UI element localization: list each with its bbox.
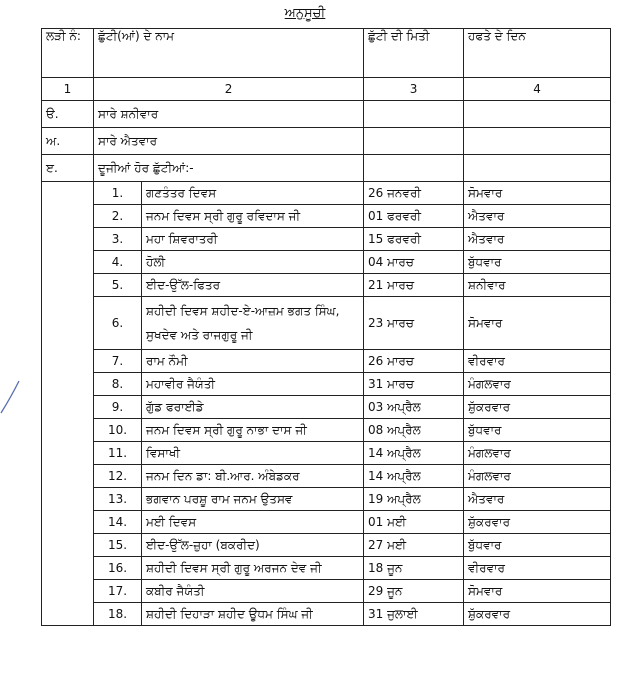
holiday-row (42, 534, 611, 557)
holiday-row (42, 251, 611, 274)
empty-cell (364, 155, 464, 182)
header-serial: ਲੜੀ ਨੰ: (42, 29, 94, 78)
category-code: ਅ. (42, 128, 94, 155)
column-number: 2 (94, 78, 364, 101)
holiday-serial: 4. (94, 251, 142, 274)
blank-cell (42, 603, 94, 626)
empty-cell (364, 101, 464, 128)
holiday-date: 03 ਅਪ੍ਰੈਲ (364, 396, 464, 419)
holiday-weekday: ਐਤਵਾਰ (464, 488, 611, 511)
holiday-weekday: ਸ਼ੁੱਕਰਵਾਰ (464, 396, 611, 419)
holiday-row (42, 465, 611, 488)
holiday-weekday: ਸੋਮਵਾਰ (464, 297, 611, 350)
holiday-date: 04 ਮਾਰਚ (364, 251, 464, 274)
blank-cell (42, 228, 94, 251)
blank-cell (42, 182, 94, 205)
holiday-name: ਮਹਾਵੀਰ ਜੈਯੰਤੀ (142, 373, 364, 396)
holiday-serial: 10. (94, 419, 142, 442)
holiday-weekday: ਐਤਵਾਰ (464, 205, 611, 228)
holiday-weekday: ਸੋਮਵਾਰ (464, 580, 611, 603)
holiday-date: 26 ਮਾਰਚ (364, 350, 464, 373)
holiday-row (42, 580, 611, 603)
holiday-name: ਜਨਮ ਦਿਵਸ ਸ੍ਰੀ ਗੁਰੂ ਨਾਭਾ ਦਾਸ ਜੀ (142, 419, 364, 442)
holiday-weekday: ਵੀਰਵਾਰ (464, 350, 611, 373)
holiday-serial: 3. (94, 228, 142, 251)
holiday-serial: 17. (94, 580, 142, 603)
pen-stroke-mark (0, 375, 20, 415)
category-label: ਸਾਰੇ ਐਤਵਾਰ (94, 128, 364, 155)
blank-cell (42, 511, 94, 534)
holiday-row (42, 557, 611, 580)
holiday-date: 29 ਜੂਨ (364, 580, 464, 603)
holiday-weekday: ਸ਼ੁੱਕਰਵਾਰ (464, 603, 611, 626)
holiday-serial: 15. (94, 534, 142, 557)
category-code: ੳ. (42, 101, 94, 128)
holiday-row (42, 442, 611, 465)
holiday-date: 14 ਅਪ੍ਰੈਲ (364, 465, 464, 488)
holiday-row (42, 511, 611, 534)
holiday-serial: 18. (94, 603, 142, 626)
holiday-date: 14 ਅਪ੍ਰੈਲ (364, 442, 464, 465)
holiday-serial: 5. (94, 274, 142, 297)
holiday-date: 18 ਜੂਨ (364, 557, 464, 580)
holiday-name: ਕਬੀਰ ਜੈਯੰਤੀ (142, 580, 364, 603)
holiday-date: 19 ਅਪ੍ਰੈਲ (364, 488, 464, 511)
blank-cell (42, 419, 94, 442)
header-row (42, 29, 611, 78)
holiday-serial: 13. (94, 488, 142, 511)
holiday-date: 21 ਮਾਰਚ (364, 274, 464, 297)
holiday-weekday: ਬੁੱਧਵਾਰ (464, 419, 611, 442)
holiday-row (42, 205, 611, 228)
category-label: ਸਾਰੇ ਸ਼ਨੀਵਾਰ (94, 101, 364, 128)
holiday-name: ਮਈ ਦਿਵਸ (142, 511, 364, 534)
holiday-serial: 2. (94, 205, 142, 228)
holiday-serial: 16. (94, 557, 142, 580)
holiday-name: ਜਨਮ ਦਿਵਸ ਸ੍ਰੀ ਗੁਰੂ ਰਵਿਦਾਸ ਜੀ (142, 205, 364, 228)
holiday-name: ਵਿਸਾਖੀ (142, 442, 364, 465)
holiday-row (42, 373, 611, 396)
holiday-name: ਸ਼ਹੀਦੀ ਦਿਵਸ ਸ੍ਰੀ ਗੁਰੂ ਅਰਜਨ ਦੇਵ ਜੀ (142, 557, 364, 580)
holiday-name: ਸ਼ਹੀਦੀ ਦਿਹਾੜਾ ਸ਼ਹੀਦ ਊਧਮ ਸਿੰਘ ਜੀ (142, 603, 364, 626)
holiday-name: ਸ਼ਹੀਦੀ ਦਿਵਸ ਸ਼ਹੀਦ-ਏ-ਆਜ਼ਮ ਭਗਤ ਸਿੰਘ, ਸੁਖਦੇਵ ਅਤੇ ਰਾਜਗੁਰੂ ਜੀ (142, 297, 364, 350)
holiday-serial: 8. (94, 373, 142, 396)
holiday-weekday: ਵੀਰਵਾਰ (464, 557, 611, 580)
blank-cell (42, 534, 94, 557)
holiday-name: ਜਨਮ ਦਿਨ ਡਾ: ਬੀ.ਆਰ. ਅੰਬੇਡਕਰ (142, 465, 364, 488)
holiday-name: ਭਗਵਾਨ ਪਰਸ਼ੂ ਰਾਮ ਜਨਮ ਉਤਸਵ (142, 488, 364, 511)
holiday-name: ਗੁੱਡ ਫਰਾਈਡੇ (142, 396, 364, 419)
holiday-weekday: ਬੁੱਧਵਾਰ (464, 251, 611, 274)
holiday-serial: 7. (94, 350, 142, 373)
holiday-row (42, 488, 611, 511)
holiday-date: 31 ਮਾਰਚ (364, 373, 464, 396)
holiday-serial: 14. (94, 511, 142, 534)
blank-cell (42, 274, 94, 297)
holiday-row (42, 350, 611, 373)
holiday-row (42, 603, 611, 626)
category-row (42, 128, 611, 155)
holiday-serial: 11. (94, 442, 142, 465)
holiday-row (42, 228, 611, 251)
header-holiday-name: ਛੁੱਟੀ(ਆਂ) ਦੇ ਨਾਮ (94, 29, 364, 78)
holiday-date: 01 ਮਈ (364, 511, 464, 534)
blank-cell (42, 251, 94, 274)
holiday-name: ਈਦ-ਉੱਲ-ਫਿਤਰ (142, 274, 364, 297)
holiday-name: ਗਣਤੰਤਰ ਦਿਵਸ (142, 182, 364, 205)
empty-cell (364, 128, 464, 155)
holiday-serial: 9. (94, 396, 142, 419)
holiday-date: 27 ਮਈ (364, 534, 464, 557)
holiday-weekday: ਮੰਗਲਵਾਰ (464, 465, 611, 488)
holiday-weekday: ਬੁੱਧਵਾਰ (464, 534, 611, 557)
category-label: ਦੂਜੀਆਂ ਹੋਰ ਛੁੱਟੀਆਂ:- (94, 155, 364, 182)
holiday-date: 26 ਜਨਵਰੀ (364, 182, 464, 205)
column-number: 4 (464, 78, 611, 101)
holiday-weekday: ਸ਼ੁੱਕਰਵਾਰ (464, 511, 611, 534)
blank-cell (42, 297, 94, 350)
blank-cell (42, 488, 94, 511)
blank-cell (42, 373, 94, 396)
holiday-name: ਹੋਲੀ (142, 251, 364, 274)
holiday-serial: 12. (94, 465, 142, 488)
holiday-serial: 6. (94, 297, 142, 350)
column-number-row (42, 78, 611, 101)
empty-cell (464, 128, 611, 155)
holiday-weekday: ਮੰਗਲਵਾਰ (464, 442, 611, 465)
holiday-date: 01 ਫਰਵਰੀ (364, 205, 464, 228)
holiday-row (42, 396, 611, 419)
schedule-title: ਅਨੁਸੂਚੀ (284, 6, 326, 21)
holiday-date: 31 ਜੁਲਾਈ (364, 603, 464, 626)
holiday-name: ਮਹਾ ਸ਼ਿਵਰਾਤਰੀ (142, 228, 364, 251)
holiday-row (42, 274, 611, 297)
empty-cell (464, 101, 611, 128)
column-number: 3 (364, 78, 464, 101)
blank-cell (42, 350, 94, 373)
header-weekday: ਹਫਤੇ ਦੇ ਦਿਨ (464, 29, 611, 78)
holiday-weekday: ਐਤਵਾਰ (464, 228, 611, 251)
blank-cell (42, 465, 94, 488)
holiday-weekday: ਸ਼ਨੀਵਾਰ (464, 274, 611, 297)
blank-cell (42, 442, 94, 465)
holiday-date: 23 ਮਾਰਚ (364, 297, 464, 350)
blank-cell (42, 396, 94, 419)
category-row (42, 101, 611, 128)
holiday-row (42, 182, 611, 205)
blank-cell (42, 580, 94, 603)
holiday-name: ਰਾਮ ਨੌਮੀ (142, 350, 364, 373)
category-row (42, 155, 611, 182)
holiday-date: 15 ਫਰਵਰੀ (364, 228, 464, 251)
holiday-weekday: ਸੋਮਵਾਰ (464, 182, 611, 205)
blank-cell (42, 557, 94, 580)
holiday-name: ਈਦ-ਉੱਲ-ਜ਼ੁਹਾ (ਬਕਰੀਦ) (142, 534, 364, 557)
holiday-weekday: ਮੰਗਲਵਾਰ (464, 373, 611, 396)
category-code: ੲ. (42, 155, 94, 182)
column-number: 1 (42, 78, 94, 101)
holiday-date: 08 ਅਪ੍ਰੈਲ (364, 419, 464, 442)
holiday-serial: 1. (94, 182, 142, 205)
holiday-schedule-table (41, 28, 611, 626)
blank-cell (42, 205, 94, 228)
empty-cell (464, 155, 611, 182)
holiday-row (42, 419, 611, 442)
holiday-row (42, 297, 611, 350)
header-date: ਛੁੱਟੀ ਦੀ ਮਿਤੀ (364, 29, 464, 78)
